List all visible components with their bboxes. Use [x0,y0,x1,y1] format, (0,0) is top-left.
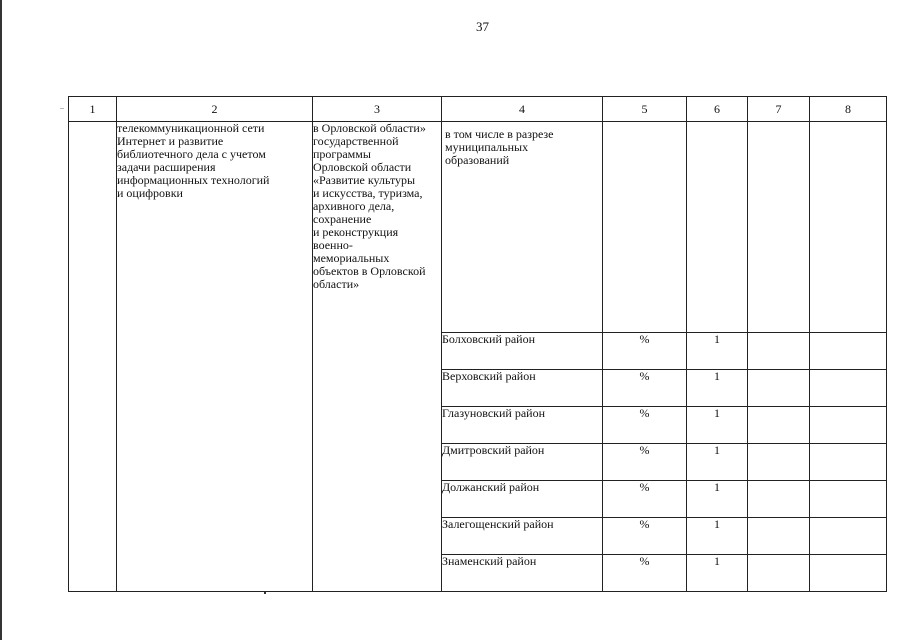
unit-cell: % [603,407,687,444]
header-row [69,97,887,122]
value-cell: 1 [687,555,748,592]
index-cell [69,122,117,592]
value-cell: 1 [687,370,748,407]
col7-cell [748,481,810,518]
district-name: Знаменский район [442,555,603,592]
col8-cell [810,333,887,370]
header-col-7: 7 [748,97,810,122]
district-name: Дмитровский район [442,444,603,481]
col8-cell [810,370,887,407]
indicator-name-cell: телекоммуникационной сети Интернет и развитие библиотечного дела с учетом задачи расширения информационных технологий и оцифровки [117,122,313,592]
district-name: Глазуновский район [442,407,603,444]
district-name: Должанский район [442,481,603,518]
header-col-3: 3 [313,97,442,122]
header-col-6: 6 [687,97,748,122]
scan-speck [60,108,64,109]
page-left-edge [0,0,2,640]
unit-cell: % [603,444,687,481]
value-cell: 1 [687,518,748,555]
col7-cell [748,333,810,370]
header-col-4: 4 [442,97,603,122]
district-name: Залегощенский район [442,518,603,555]
col7-cell [748,444,810,481]
page-number: 37 [476,19,489,34]
col8-cell [810,518,887,555]
scan-mark [264,592,266,594]
value-cell: 1 [687,333,748,370]
col8-cell [810,407,887,444]
intro-row [69,122,887,333]
unit-cell: % [603,333,687,370]
program-cell: в Орловской области» государственной программы Орловской области «Развитие культуры и искусства, туризма, архивного дела, сохранение и реконструкция военно- мемориальных объектов в Орловской области» [313,122,442,592]
district-name: Болховский район [442,333,603,370]
districts-intro-cell: в том числе в разрезе муниципальных образований [442,122,603,333]
indicator-table [68,96,887,592]
intro-col8-cell [810,122,887,333]
col8-cell [810,555,887,592]
intro-col7-cell [748,122,810,333]
col7-cell [748,370,810,407]
header-col-8: 8 [810,97,887,122]
intro-value-cell [687,122,748,333]
unit-cell: % [603,555,687,592]
value-cell: 1 [687,444,748,481]
col8-cell [810,481,887,518]
district-name: Верховский район [442,370,603,407]
unit-cell: % [603,481,687,518]
unit-cell: % [603,518,687,555]
header-col-2: 2 [117,97,313,122]
col7-cell [748,555,810,592]
value-cell: 1 [687,481,748,518]
header-col-5: 5 [603,97,687,122]
intro-unit-cell [603,122,687,333]
unit-cell: % [603,370,687,407]
col8-cell [810,444,887,481]
col7-cell [748,407,810,444]
value-cell: 1 [687,407,748,444]
col7-cell [748,518,810,555]
header-col-1: 1 [69,97,117,122]
